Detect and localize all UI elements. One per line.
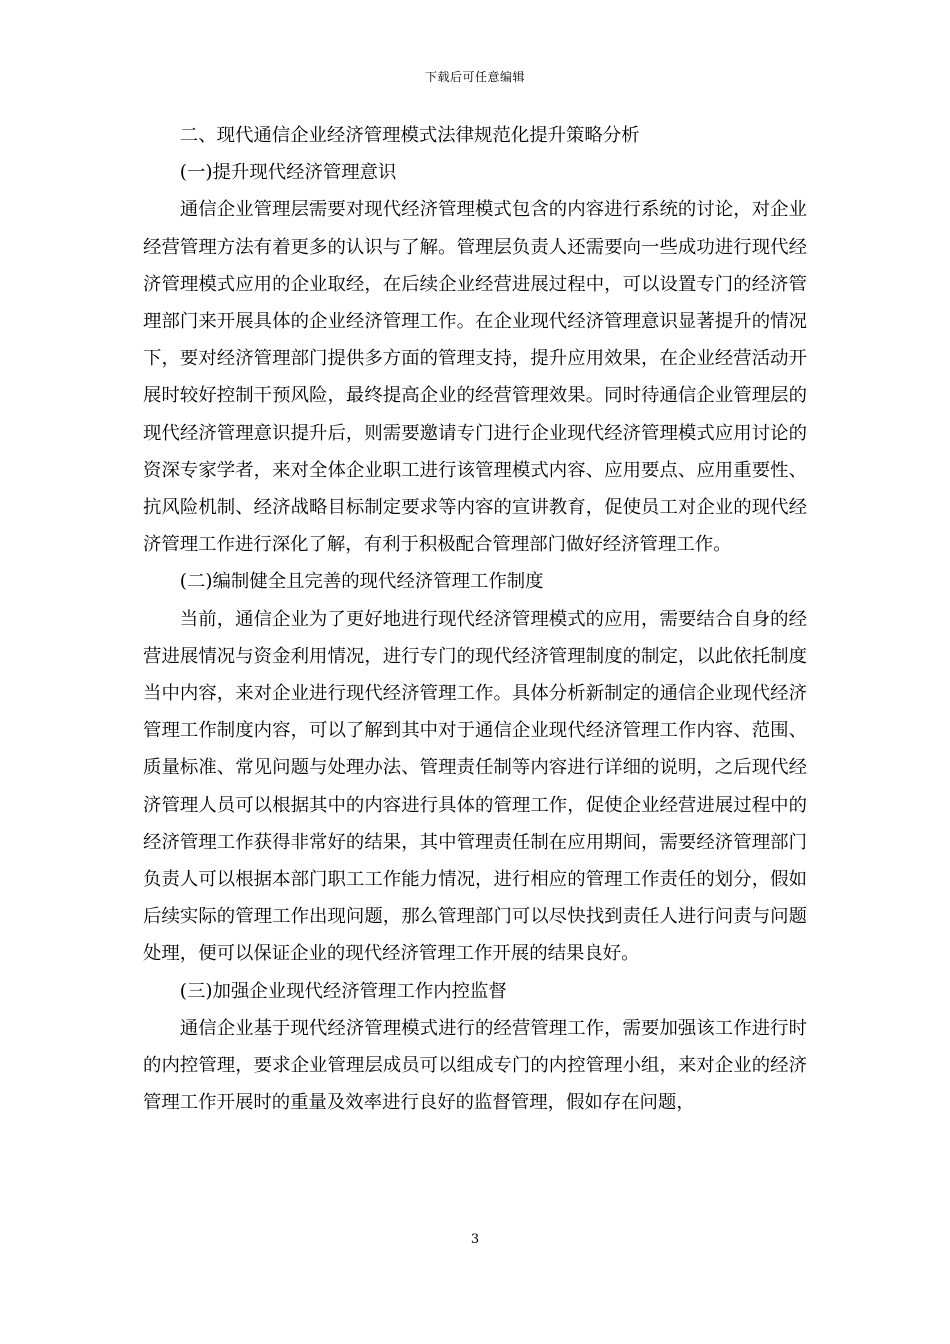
paragraph-2: 当前，通信企业为了更好地进行现代经济管理模式的应用，需要结合自身的经营进展情况与资金利用情况，进行专门的现代经济管理制度的制定，以此依托制度当中内容，来对企业进行现代经济管理工作。具体分析新制定的通信企业现代经济管理工作制度内容，可以了解到其中对于通信企业现代经济管理工作内容、范围、质量标准、常见问题与处理办法、管理责任制等内容进行详细的说明，之后现代经济管理人员可以根据其中的内容进行具体的管理工作，促使企业经营进展过程中的经济管理工作获得非常好的结果，其中管理责任制在应用期间，需要经济管理部门负责人可以根据本部门职工工作能力情况，进行相应的管理工作责任的划分，假如后续实际的管理工作出现问题，那么管理部门可以尽快找到责任人进行问责与问题处理，便可以保证企业的现代经济管理工作开展的结果良好。 bbox=[143, 608, 807, 965]
page-header-note: 下载后可任意编辑 bbox=[424, 70, 525, 84]
document-body bbox=[143, 117, 807, 1121]
paragraph-3: 通信企业基于现代经济管理模式进行的经营管理工作，需要加强该工作进行时的内控管理，要求企业管理层成员可以组成专门的内控管理小组，来对企业的经济管理工作开展时的重量及效率进行良好的监督管理，假如存在问题， bbox=[143, 1017, 807, 1114]
page-number: 3 bbox=[470, 1232, 480, 1247]
section-title: 二、现代通信企业经济管理模式法律规范化提升策略分析 bbox=[179, 125, 640, 146]
paragraph-1: 通信企业管理层需要对现代经济管理模式包含的内容进行系统的讨论，对企业经营管理方法有着更多的认识与了解。管理层负责人还需要向一些成功进行现代经济管理模式应用的企业取经，在后续企业经营进展过程中，可以设置专门的经济管理部门来开展具体的企业经济管理工作。在企业现代经济管理意识显著提升的情况下，要对经济管理部门提供多方面的管理支持，提升应用效果，在企业经营活动开展时较好控制干预风险，最终提高企业的经营管理效果。同时待通信企业管理层的现代经济管理意识提升后，则需要邀请专门进行企业现代经济管理模式应用讨论的资深专家学者，来对全体企业职工进行该管理模式内容、应用要点、应用重要性、抗风险机制、经济战略目标制定要求等内容的宣讲教育，促使员工对企业的现代经济管理工作进行深化了解，有利于积极配合管理部门做好经济管理工作。 bbox=[143, 199, 807, 556]
subsection-title-1: (一)提升现代经济管理意识 bbox=[179, 162, 397, 184]
subsection-title-2: (二)编制健全且完善的现代经济管理工作制度 bbox=[179, 571, 544, 593]
subsection-title-3: (三)加强企业现代经济管理工作内控监督 bbox=[179, 980, 507, 1002]
